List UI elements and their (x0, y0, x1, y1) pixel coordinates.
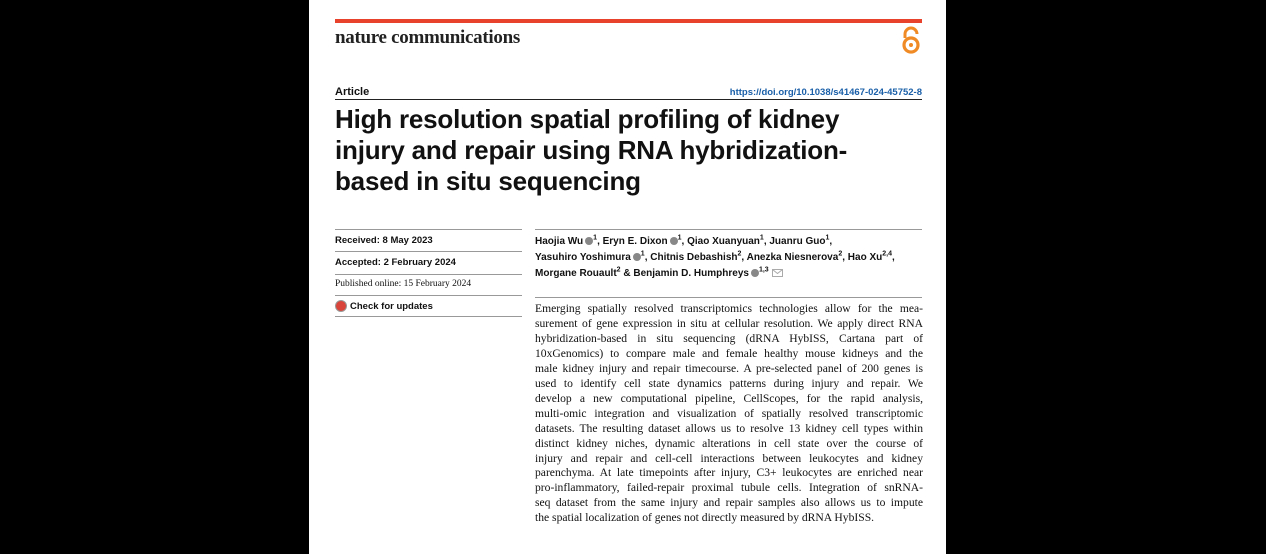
abstract-line: multi-omic integration and visualization of spatially resolved transcriptomic (535, 406, 923, 420)
abstract-line: datasets. The resulting dataset allows us to resolve 13 kidney cell types within (535, 421, 923, 435)
abstract (535, 302, 923, 526)
orcid-icon[interactable] (670, 237, 678, 245)
affiliation-number: 1 (825, 234, 830, 242)
author-name-text: Chitnis Debashish (650, 252, 738, 263)
meta-rule (335, 251, 522, 252)
author-name[interactable] (848, 252, 892, 263)
abstract-rule (535, 297, 922, 298)
title-rule (335, 99, 922, 100)
abstract-line: male kidney injury and repair timecourse. A pre-selected panel of 200 genes is (535, 361, 923, 375)
doi-link[interactable]: https://doi.org/10.1038/s41467-024-45752-8 (729, 87, 922, 98)
affiliation-number: 2 (737, 250, 742, 258)
abstract-line: used to identify cell state dynamics patterns during injury and repair. We (535, 376, 923, 390)
authors-rule (535, 229, 922, 230)
open-access-icon (900, 26, 922, 54)
accepted-date: Accepted: 2 February 2024 (335, 257, 456, 268)
title-line: based in situ sequencing (335, 166, 641, 196)
orcid-icon[interactable] (751, 269, 759, 277)
abstract-line: develop a new computational pipeline, CellScopes, for the rapid analysis, (535, 391, 923, 405)
affiliation-number: 1 (677, 234, 682, 242)
abstract-line: Emerging spatially resolved transcriptomics technologies allow for the mea- (535, 302, 923, 315)
author-name[interactable] (687, 236, 764, 247)
journal-name: nature communications (335, 27, 520, 48)
email-icon[interactable] (772, 269, 783, 277)
check-updates-icon (335, 300, 347, 312)
meta-rule (335, 274, 522, 275)
abstract-line: distinct kidney niches, dynamic alterations in cell state over the course of (535, 436, 923, 450)
author-name[interactable] (603, 236, 682, 247)
received-date: Received: 8 May 2023 (335, 235, 433, 246)
check-for-updates-button[interactable] (335, 300, 433, 312)
meta-rule (335, 229, 522, 230)
journal-accent-bar (335, 19, 922, 23)
title-line: injury and repair using RNA hybridization- (335, 135, 848, 165)
abstract-line: injury and repair and cell-cell interactions between leukocytes and kidney (535, 451, 923, 465)
affiliation-number: 1,3 (758, 266, 769, 274)
author-name-text: Hao Xu (847, 252, 883, 263)
author-name-text: Eryn E. Dixon (602, 236, 668, 247)
author-name[interactable] (747, 252, 843, 263)
orcid-icon[interactable] (585, 237, 593, 245)
author-name-text: Qiao Xuanyuan (687, 236, 760, 247)
title-line: High resolution spatial profiling of kidney (335, 104, 840, 134)
check-updates-label: Check for updates (350, 300, 433, 312)
author-name-text: Yasuhiro Yoshimura (535, 252, 631, 263)
abstract-line: hybridization-based in situ sequencing (dRNA HybISS, Cartana part of (535, 331, 923, 345)
affiliation-number: 2,4 (882, 250, 892, 258)
author-name-text: Haojia Wu (535, 236, 584, 247)
abstract-line: 10xGenomics) to compare male and female healthy mouse kidneys and the (535, 346, 923, 360)
article-title (335, 104, 915, 197)
author-name[interactable] (535, 268, 621, 279)
abstract-line: seq dataset from the same injury and repair samples also allows us to impute (535, 496, 923, 510)
abstract-line: parenchyma. At late timepoints after injury, C3+ leukocytes are enriched near (535, 466, 923, 480)
meta-rule (335, 316, 522, 317)
affiliation-number: 2 (616, 266, 621, 274)
abstract-line: surement of gene expression in situ at cellular resolution. We apply direct RNA (535, 316, 923, 330)
affiliation-number: 1 (759, 234, 764, 242)
author-name[interactable] (650, 252, 741, 263)
author-name-text: Benjamin D. Humphreys (633, 268, 749, 279)
author-name[interactable] (535, 252, 645, 263)
author-name[interactable] (633, 268, 782, 279)
abstract-line: pro-inflammatory, failed-repair proximal tubule cells. Integration of snRNA- (535, 481, 923, 495)
article-type: Article (335, 86, 370, 98)
meta-rule (335, 295, 522, 296)
author-name-text: Juanru Guo (769, 236, 826, 247)
author-list: Haojia Wu $^1$, Eryn E. Dixon $^1$, Qiao Xuanyuan$^1$, Juanru Guo$^1$, Yasuhiro Yoshimura $^1$, Chitnis Debashish$^2$, Anezka Niesnerova$^2$, Hao Xu$^{2,4}$, Morgane Rouault$^2$ & Benjamin D. Humphreys $^{1,3}$ (535, 234, 895, 279)
author-name[interactable] (769, 236, 829, 247)
affiliation-number: 1 (593, 234, 598, 242)
affiliation-number: 1 (640, 250, 645, 258)
abstract-line: the spatial localization of genes not directly measured by dRNA HybISS. (535, 511, 875, 525)
author-name[interactable] (535, 236, 597, 247)
author-name-text: Morgane Rouault (535, 268, 617, 279)
paper-page (309, 0, 946, 554)
published-date: Published online: 15 February 2024 (335, 279, 472, 289)
affiliation-number: 2 (838, 250, 843, 258)
orcid-icon[interactable] (633, 253, 641, 261)
author-name-text: Anezka Niesnerova (746, 252, 839, 263)
